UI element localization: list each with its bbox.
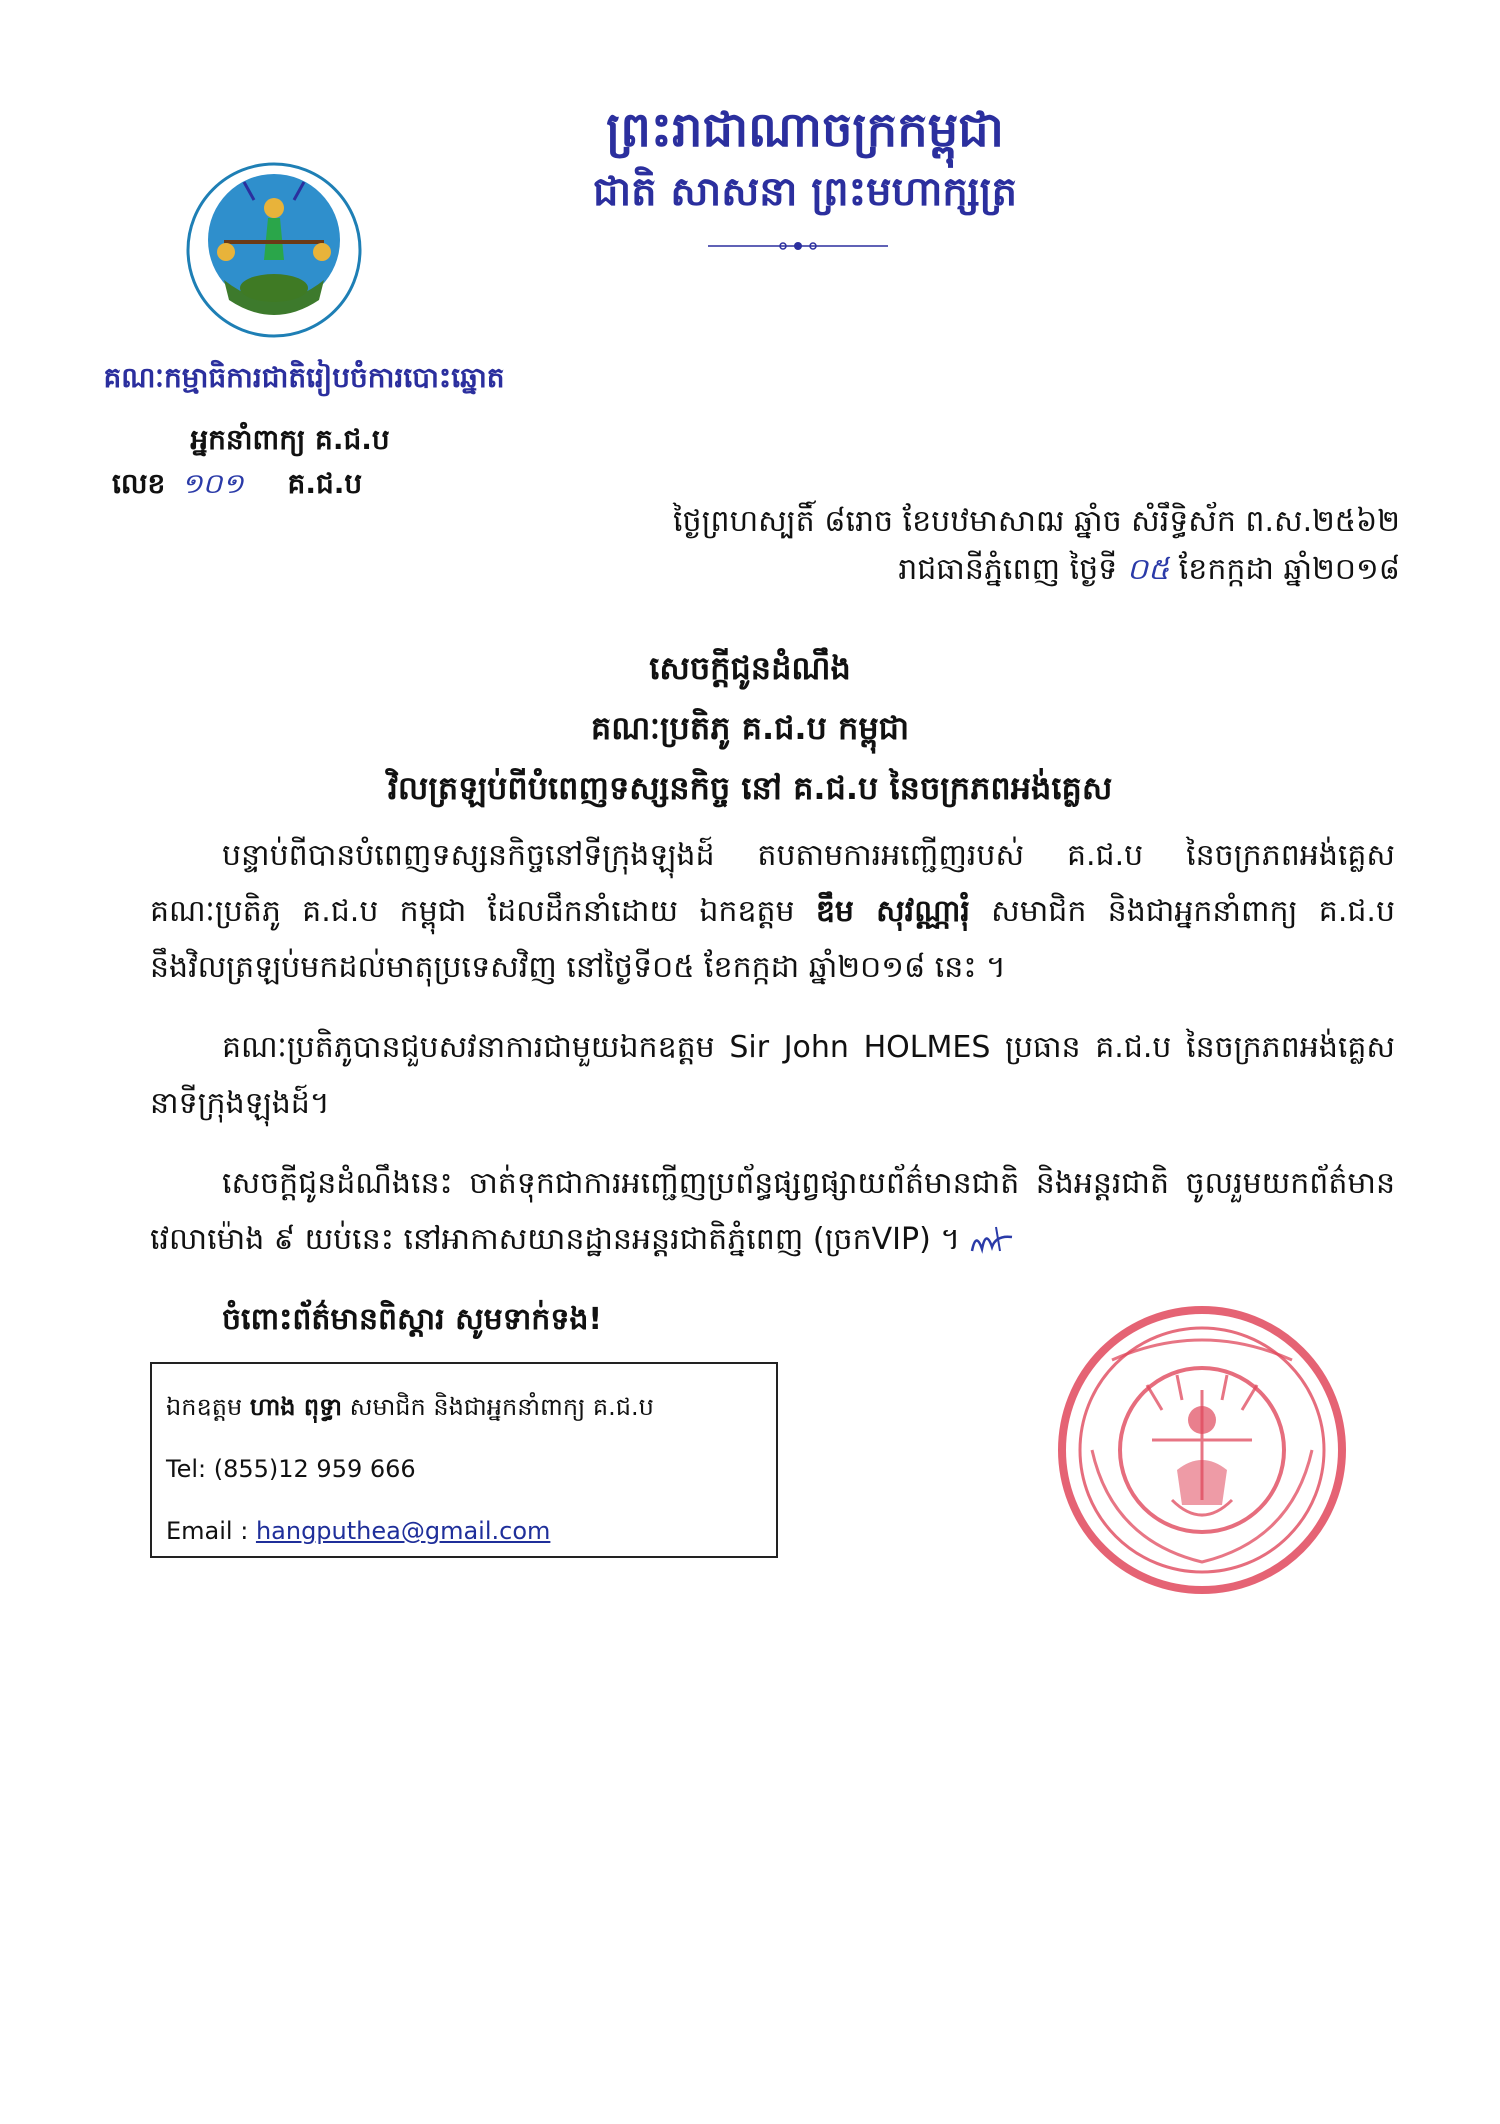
paragraph-3 bbox=[150, 1156, 1395, 1268]
email-label: Email : bbox=[166, 1517, 256, 1545]
p1-name: ឌឹម សុវណ្ណារុំ bbox=[815, 894, 970, 929]
contact-tel: Tel: (855)12 959 666 bbox=[166, 1455, 416, 1483]
ref-label: លេខ bbox=[112, 467, 166, 500]
kingdom-title: ព្រះរាជាណាចក្រកម្ពុជា bbox=[606, 102, 1004, 158]
reference-number bbox=[112, 464, 432, 504]
solar-date-prefix: រាជធានីភ្នំពេញ ថ្ងៃទី bbox=[898, 552, 1118, 587]
ref-suffix: គ.ជ.ប bbox=[287, 467, 363, 500]
notice-subtitle: គណៈប្រតិភូ គ.ជ.ប កម្ពុជា bbox=[590, 709, 910, 747]
lunar-date: ថ្ងៃព្រហស្បតិ៍ ៨រោច ខែបឋមាសាឍ ឆ្នាំច សំរឹទ្ធិស័ក ព.ស.២៥៦២ bbox=[673, 504, 1400, 539]
paragraph-1 bbox=[150, 828, 1395, 996]
notice-subject: វិលត្រឡប់ពីបំពេញទស្សនកិច្ច នៅ គ.ជ.ប នៃចក្រភពអង់គ្លេស bbox=[387, 769, 1113, 807]
closing-line: ចំពោះព័ត៌មានពិស្ដារ សូមទាក់ទង! bbox=[222, 1302, 603, 1337]
committee-name: គណៈកម្មាធិការជាតិរៀបចំការបោះឆ្នោត bbox=[103, 361, 505, 394]
contact-prefix: ឯកឧត្តម bbox=[166, 1393, 250, 1421]
notice-headings bbox=[150, 638, 1350, 818]
contact-email-row bbox=[166, 1500, 762, 1562]
solar-day-handwritten: ០៥ bbox=[1126, 552, 1170, 587]
p1-start: បន្ទាប់ពីបានបំពេញទស្សនកិច្ចនៅទីក្រុងឡុងដ៍ តបតាមការអញ្ជើញរបស់ គ.ជ.ប នៃចក្រភពអង់គ្លេស គណៈប្រតិភូ គ.ជ.ប កម្ពុជា ដែលដឹកនាំដោយ ឯកឧត្តម bbox=[150, 838, 1395, 929]
contact-role: សមាជិក និងជាអ្នកនាំពាក្យ គ.ជ.ប bbox=[341, 1393, 654, 1421]
kingdom-header bbox=[540, 98, 1070, 220]
solar-date bbox=[640, 548, 1400, 592]
p1-end: សមាជិក និងជាអ្នកនាំពាក្យ គ.ជ.ប នឹងវិលត្រឡប់មកដល់មាតុប្រទេសវិញ នៅថ្ងៃទី០៥ ខែកក្កដា ឆ្នាំ២០១៨ នេះ ។ bbox=[150, 894, 1396, 985]
notice-body bbox=[150, 828, 1395, 1372]
nec-emblem bbox=[184, 160, 364, 340]
contact-box bbox=[150, 1362, 778, 1558]
email-link[interactable]: hangputhea@gmail.com bbox=[255, 1517, 551, 1545]
contact-name: ហាង ពុទ្ធា bbox=[249, 1393, 342, 1421]
contact-person bbox=[166, 1376, 762, 1438]
national-motto: ជាតិ សាសនា ព្រះមហាក្សត្រ bbox=[593, 169, 1017, 215]
paragraph-2: គណៈប្រតិភូបានជួបសវនាការជាមួយឯកឧត្តម Sir John HOLMES ប្រធាន គ.ជ.ប នៃចក្រភពអង់គ្លេស នាទីក្រុងឡុងដ៍។ bbox=[150, 1030, 1395, 1121]
notice-title: សេចក្ដីជូនដំណឹង bbox=[649, 649, 851, 687]
p3-text: សេចក្ដីជូនដំណឹងនេះ ចាត់ទុកជាការអញ្ជើញប្រព័ន្ធផ្សព្វផ្សាយព័ត៌មានជាតិ និងអន្តរជាតិ ចូលរួមយកព័ត៌មានវេលាម៉ោង ៩ យប់នេះ នៅអាកាសយានដ្ឋានអន្តរជាតិភ្នំពេញ (ច្រកVIP) ។ bbox=[150, 1166, 1395, 1257]
handwritten-initials bbox=[966, 1221, 1018, 1261]
spokesperson-office: អ្នកនាំពាក្យ គ.ជ.ប bbox=[190, 423, 390, 456]
solar-date-suffix: ខែកក្កដា ឆ្នាំ២០១៨ bbox=[1178, 552, 1400, 587]
ref-number-handwritten: ១០១ bbox=[181, 467, 244, 500]
divider-ornament bbox=[708, 240, 888, 252]
official-seal bbox=[1052, 1300, 1352, 1600]
